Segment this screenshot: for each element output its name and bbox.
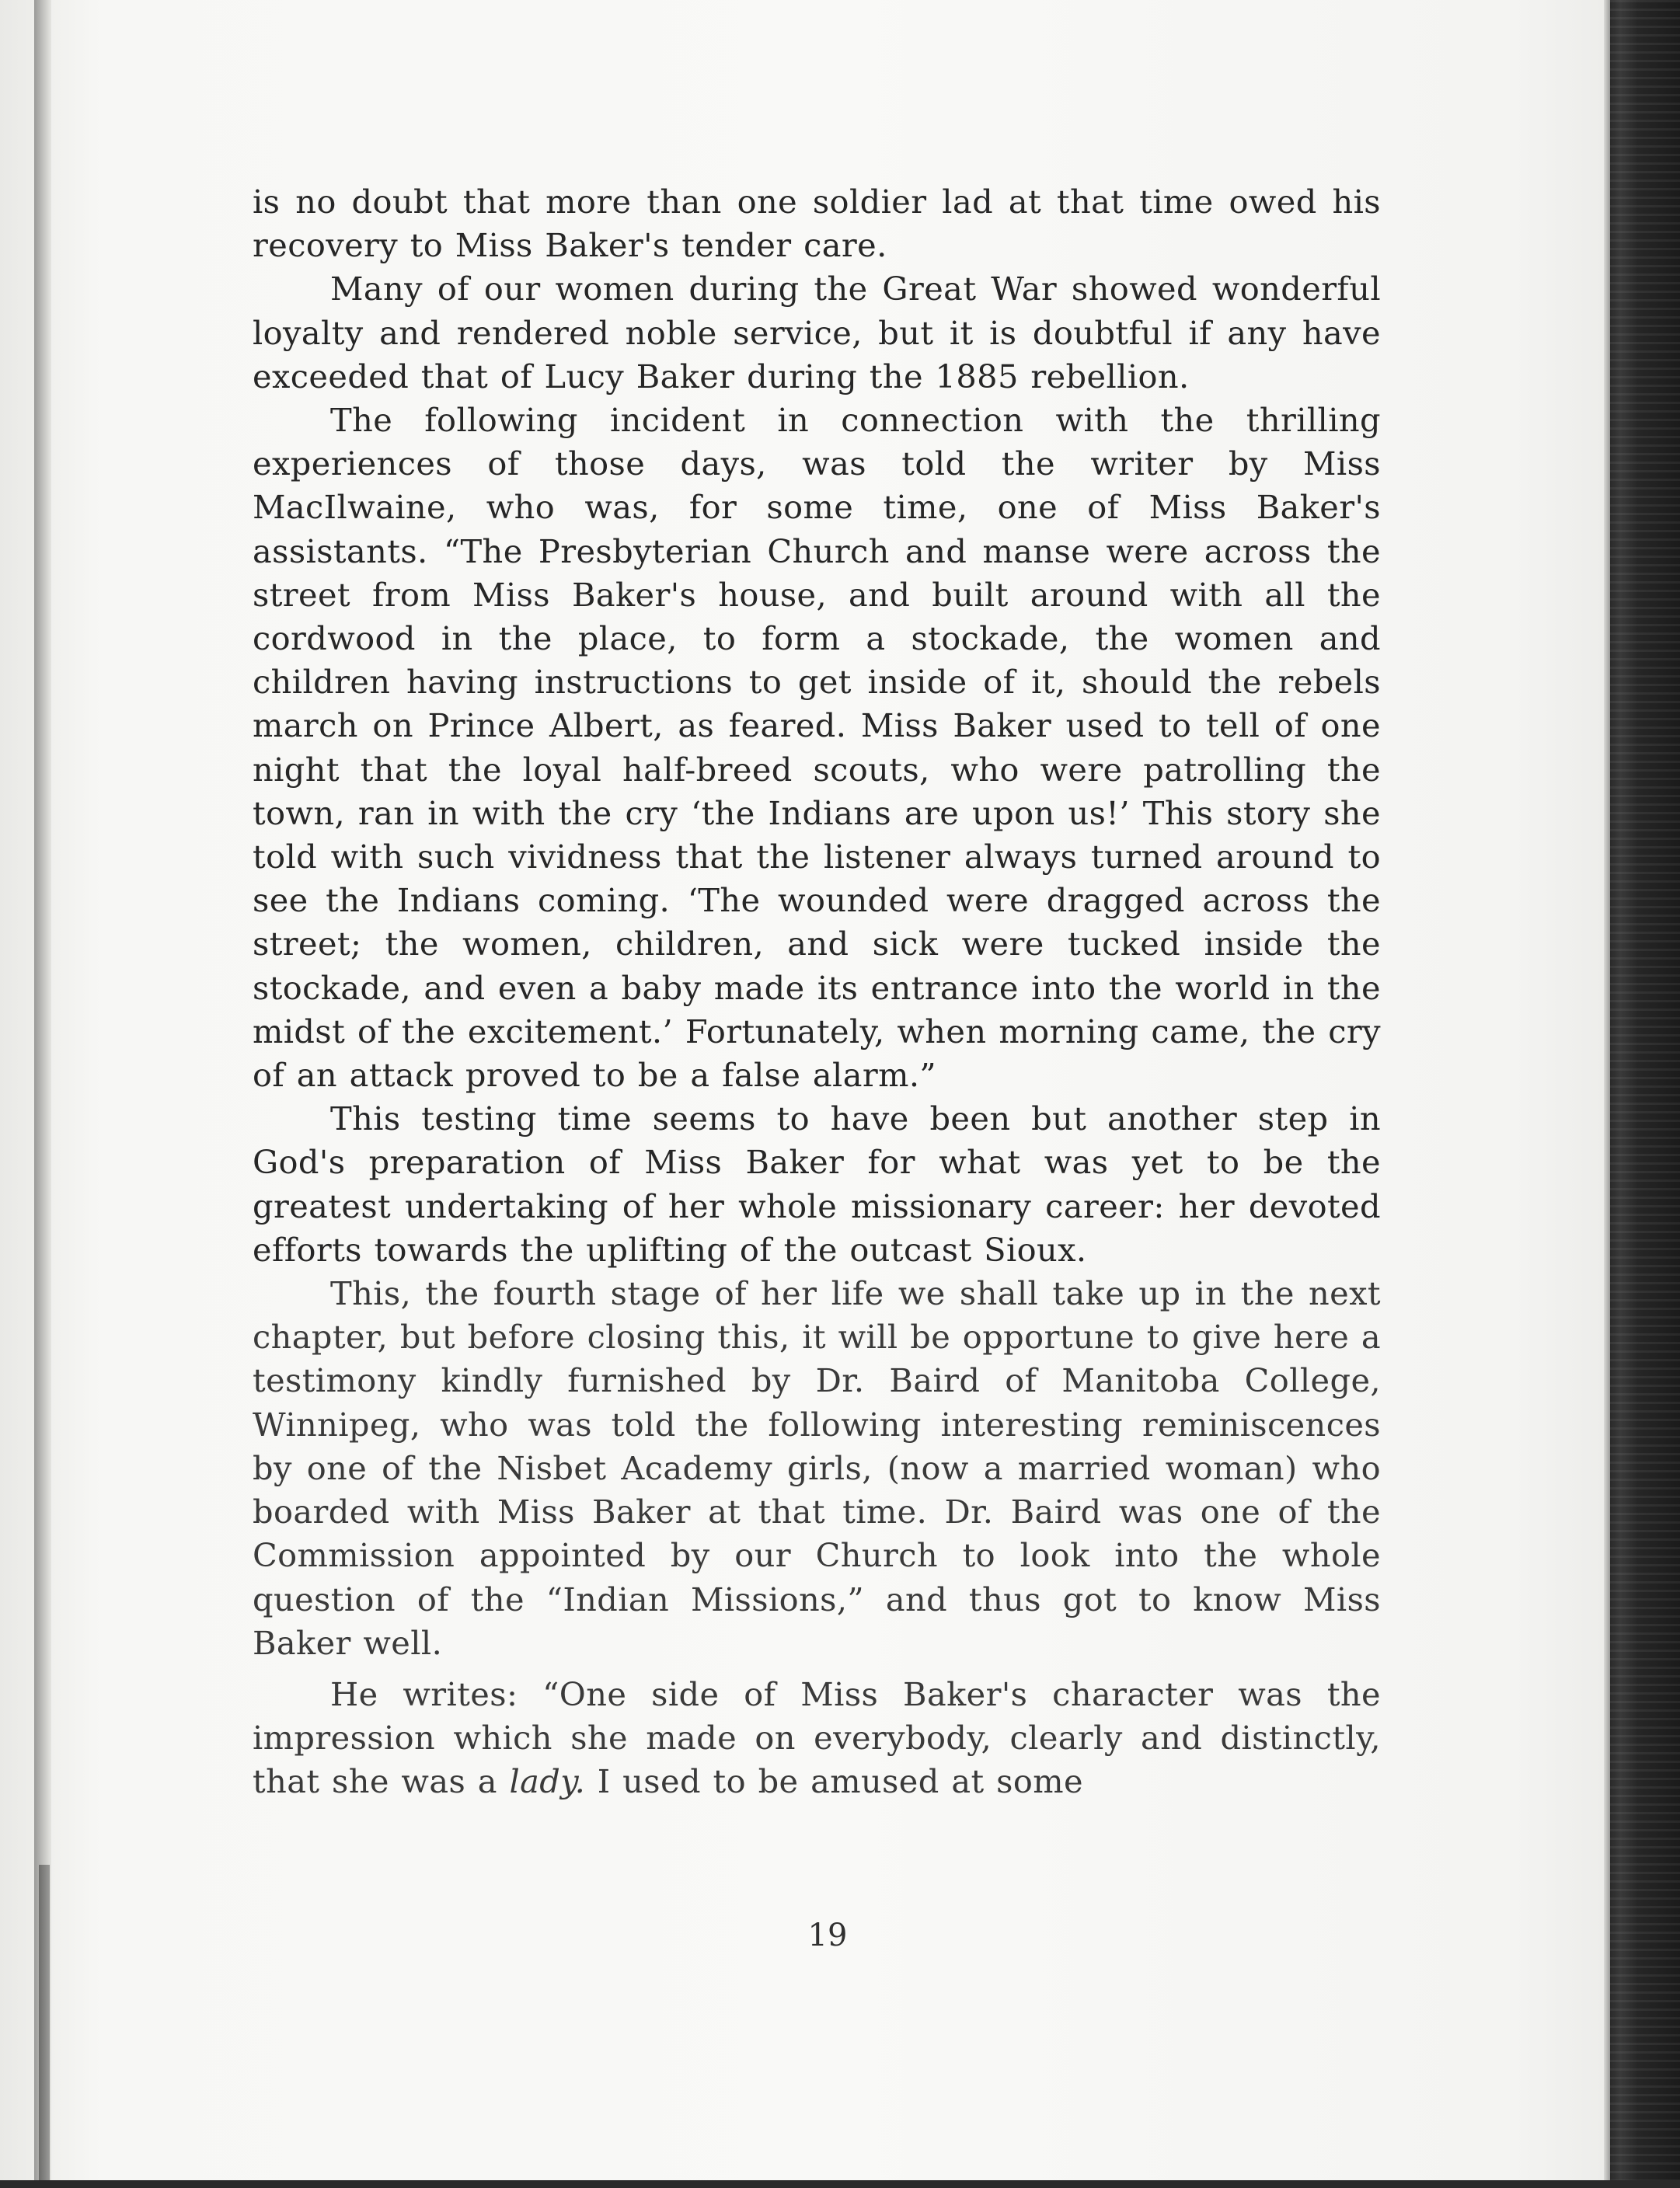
paragraph-2: Many of our women during the Great War showed wonderful loyalty and rendered noble service, but it is doubtful if any have exceeded that of Lucy Baker during the 1885 rebellion.: [253, 270, 1381, 395]
page-number: 19: [807, 1918, 848, 1953]
scan-bottom-border: [0, 2180, 1680, 2188]
page-left-edge-shadow: [39, 1865, 50, 2188]
paragraph-5: This, the fourth stage of her life we shall take up in the next chapter, but before closing this, it will be opportune to give here a testimony kindly furnished by Dr. Baird of Manitoba College, Winnipeg, who was told the following interesting reminiscences by one of the Nisbet Academy girls, (now a married woman) who boarded with Miss Baker at that time. Dr. Baird was one of the Commission appointed by our Church to look into the whole question of the “Indian Missions,” and thus got to know Miss Baker well.: [253, 1274, 1381, 1662]
paragraph-6: [253, 1673, 1381, 1804]
paragraph-4: This testing time seems to have been but another step in God's preparation of Miss Baker for what was yet to be the greatest undertaking of her whole missionary career: her devoted efforts towards the uplifting of the outcast Sioux.: [253, 1099, 1381, 1269]
body-text: [253, 180, 1381, 1804]
paragraph-3: The following incident in connection with the thrilling experiences of those days, was told the writer by Miss MacIlwaine, who was, for some time, one of Miss Baker's assistants. “The Presbyterian Church and manse were across the street from Miss Baker's house, and built around with all the cordwood in the place, to form a stockade, the women and children having instructions to get inside of it, should the rebels march on Prince Albert, as feared. Miss Baker used to tell of one night that the loyal half-breed scouts, who were patrolling the town, ran in with the cry ‘the Indians are upon us!’ This story she told with such vividness that the listener always turned around to see the Indians coming. ‘The wounded were dragged across the street; the women, children, and sick were tucked inside the stockade, and even a baby made its entrance into the world in the midst of the excitement.’ Fortunately, when morning came, the cry of an attack proved to be a false alarm.”: [253, 401, 1381, 1095]
paragraph-6-text-start: He writes: “One side of Miss Baker's character was the impression which she made on everybody, clearly and distinctly, that she was a: [253, 1674, 1381, 1801]
paragraph-6-italic-word: lady.: [509, 1762, 586, 1801]
paragraph-6-text-end: I used to be amused at some: [585, 1762, 1083, 1801]
page-left-edge: [34, 0, 51, 2188]
paragraph-1: is no doubt that more than one soldier lad at that time owed his recovery to Miss Baker's tender care.: [253, 183, 1381, 265]
book-binding-strip: [1610, 0, 1680, 2188]
